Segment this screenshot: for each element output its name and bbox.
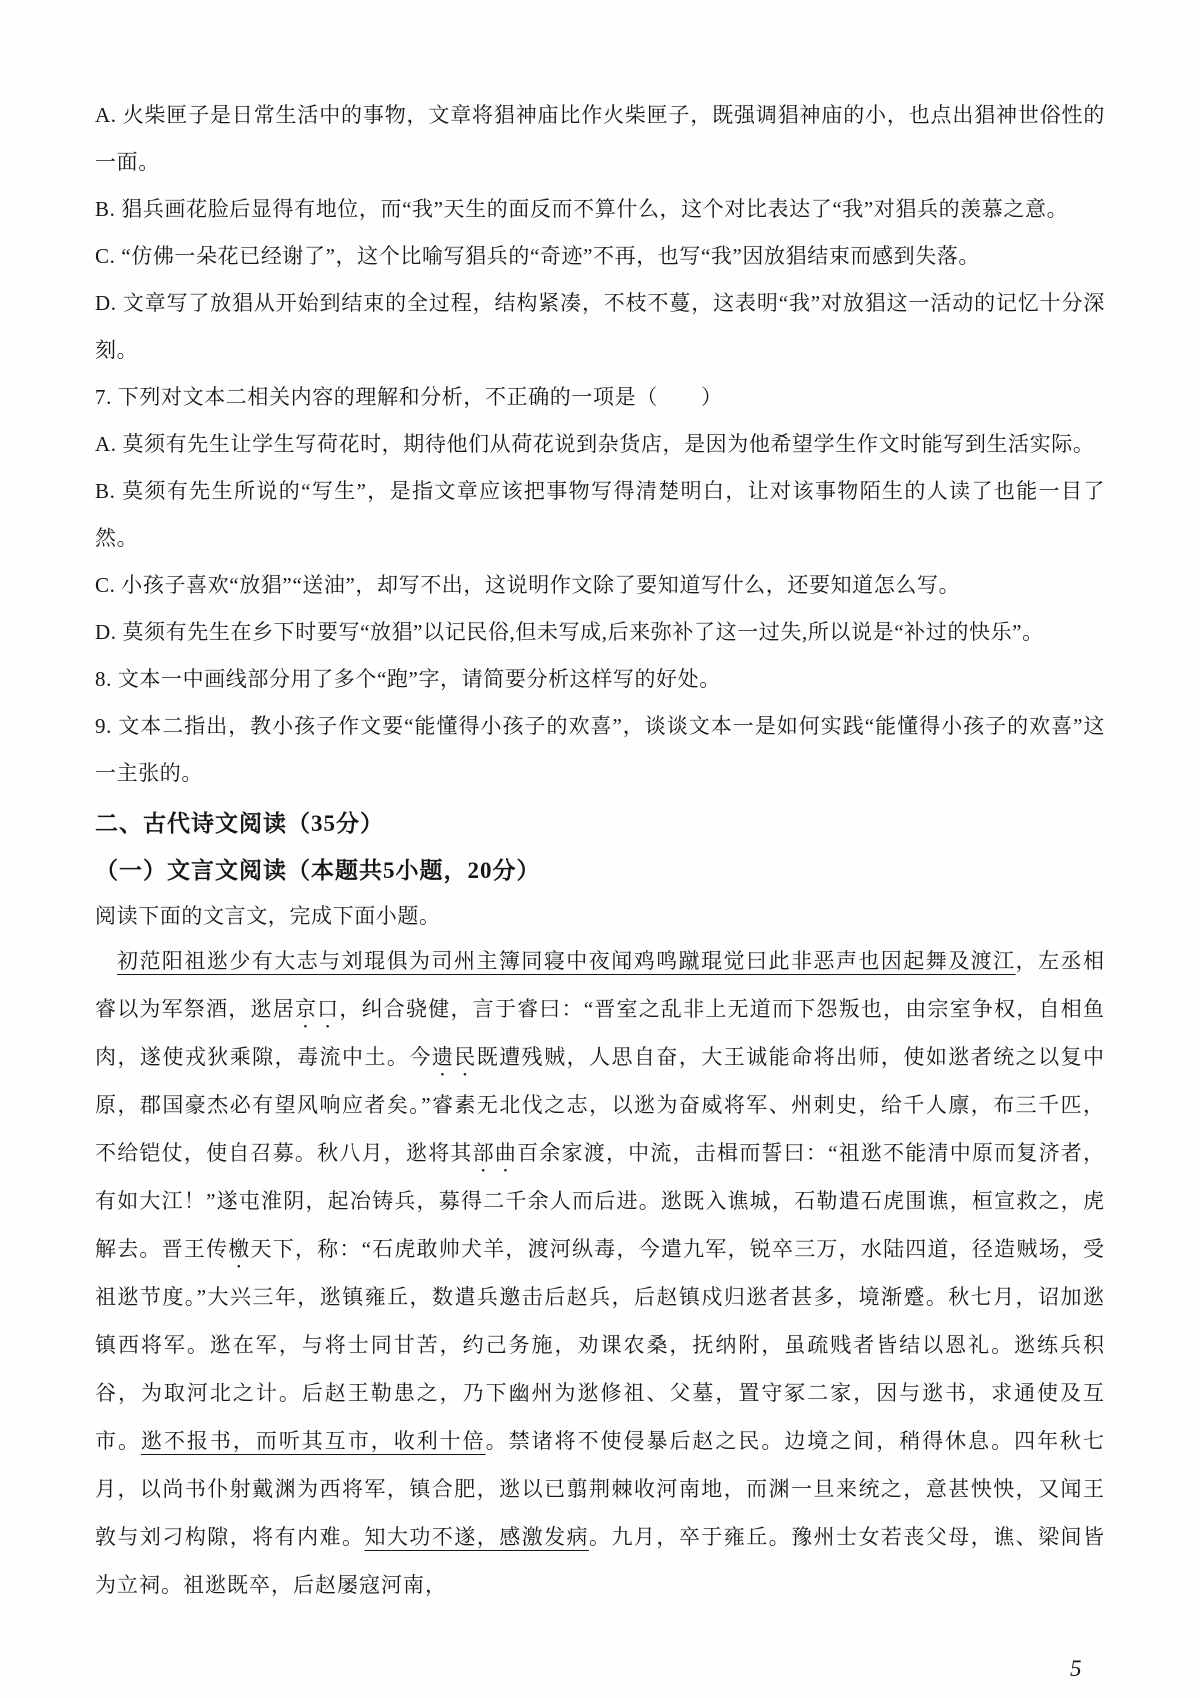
passage-text: 天下，称：“石虎敢帅犬羊，渡河纵毒，今遣九军，锐卒三万，水陆四道，径造贼场，受祖逖节度。”大兴三年，逖镇雍丘，数遣兵邀击后赵兵，后赵镇戍归逖者甚多，境渐蹙。秋七月，诏加逖镇西将军。逖在军，与将士同甘苦，约己务施，劝课农桑，抚纳附，虽疏贱者皆结以恩礼。逖练兵积谷，为取河北之计。后赵王勒患之，乃下幽州为逖修祖、父墓，置守冢二家，因与逖书，求通使及互市。	[95, 1237, 1106, 1453]
dotted-emphasis-text: 檄	[228, 1237, 251, 1261]
passage-text: 。九月，卒于雍丘。豫州士女若丧父母，谯、梁间皆为立祠。祖逖既卒，后赵屡寇河南，	[95, 1525, 1106, 1597]
passage-text: 既遭残贼，人思自奋，大王诚能命将出师，使如逖者统之以复中原，郡国豪杰必有望风响应者矣。”睿素无北伐之志，以逖为奋威将军、州刺史，给千人廪，布三千匹，不给铠仗，使自召募。秋八月，逖将其	[95, 1045, 1106, 1165]
question-line: 8. 文本一中画线部分用了多个“跑”字，请简要分析这样写的好处。	[95, 667, 721, 691]
question-line: C. 小孩子喜欢“放猖”“送油”，却写不出，这说明作文除了要知道写什么，还要知道怎么写。	[95, 573, 961, 597]
dotted-emphasis-text: 京口	[294, 997, 340, 1021]
dotted-emphasis-text: 遗民	[431, 1045, 477, 1069]
question-line: B. 猖兵画花脸后显得有地位，而“我”天生的面反而不算什么，这个对比表达了“我”对猖兵的羡慕之意。	[95, 197, 1069, 221]
passage-instruction: 阅读下面的文言文，完成下面小题。	[95, 904, 441, 928]
underlined-passage-text: 逖不报书，而听其互市，收利十倍	[140, 1429, 486, 1453]
subsection-heading-classical-chinese: （一）文言文阅读（本题共5小题，20分）	[95, 858, 541, 883]
dotted-emphasis-text: 部曲	[472, 1141, 518, 1165]
passage-text: 。禁诸将不使侵暴后赵之民。边境之间，稍得休息。四年秋七月，以尚书仆射戴渊为西将军，镇合肥，逖以已翦荆棘收河南地，而渊一旦来统之，意甚怏怏，又闻王敦与刘刁构隙，将有内难。	[95, 1429, 1106, 1549]
classical-chinese-passage	[95, 937, 1105, 1609]
section-heading-ancient-poetry-reading: 二、古代诗文阅读（35分）	[95, 811, 384, 836]
question-line: D. 文章写了放猖从开始到结束的全过程，结构紧凑，不枝不蔓，这表明“我”对放猖这一活动的记忆十分深刻。	[95, 291, 1105, 362]
question-line: C. “仿佛一朵花已经谢了”，这个比喻写猖兵的“奇迹”不再，也写“我”因放猖结束而感到失落。	[95, 244, 981, 268]
passage-text: ，左丞相睿以为军祭酒，逖居	[95, 949, 1106, 1021]
question-line: B. 莫须有先生所说的“写生”，是指文章应该把事物写得清楚明白，让对该事物陌生的人读了也能一目了然。	[95, 479, 1105, 550]
underlined-passage-text: 初范阳祖逖少有大志与刘琨俱为司州主簿同寝中夜闻鸡鸣蹴琨觉曰此非恶声也因起舞及渡江	[117, 949, 1016, 973]
question-line: A. 莫须有先生让学生写荷花时，期待他们从荷花说到杂货店，是因为他希望学生作文时能写到生活实际。	[95, 432, 1095, 456]
question-section	[95, 92, 1105, 797]
passage-text: 百余家渡，中流，击楫而誓曰：“祖逖不能清中原而复济者，有如大江！”遂屯淮阴，起冶铸兵，募得二千余人而后进。逖既入谯城，石勒遣石虎围谯，桓宣救之，虎解去。晋王传	[95, 1141, 1106, 1261]
question-line: D. 莫须有先生在乡下时要写“放猖”以记民俗,但未写成,后来弥补了这一过失,所以说是“补过的快乐”。	[95, 620, 1044, 644]
underlined-passage-text: 知大功不遂，感激发病	[364, 1525, 590, 1549]
question-line: 9. 文本二指出，教小孩子作文要“能懂得小孩子的欢喜”，谈谈文本一是如何实践“能懂得小孩子的欢喜”这一主张的。	[95, 714, 1105, 785]
question-line: 7. 下列对文本二相关内容的理解和分析，不正确的一项是（ ）	[95, 385, 723, 409]
page-number: 5	[1070, 1656, 1082, 1681]
passage-text: ，纠合骁健，言于睿曰：“晋室之乱非上无道而下怨叛也，由宗室争权，自相鱼肉，遂使戎狄乘隙，毒流中土。今	[95, 997, 1106, 1069]
question-line: A. 火柴匣子是日常生活中的事物，文章将猖神庙比作火柴匣子，既强调猖神庙的小，也点出猖神世俗性的一面。	[95, 103, 1105, 174]
